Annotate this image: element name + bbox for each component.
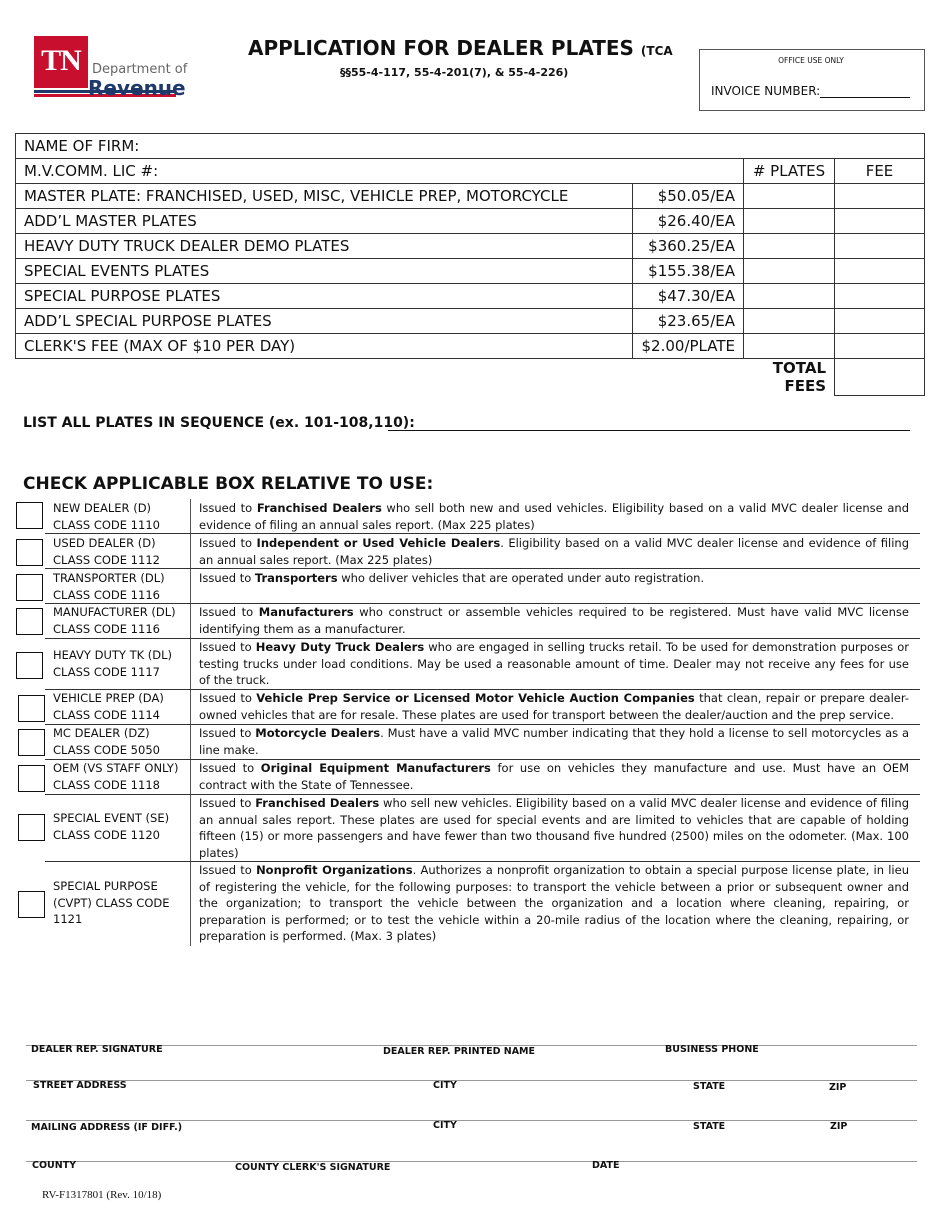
logo-dept-name: Revenue [88,76,186,100]
use-label: HEAVY DUTY TK (DL) CLASS CODE 1117 [53,648,173,679]
page-title [248,36,673,60]
fee-row [16,284,925,309]
total-fees-label: TOTAL FEES [744,359,835,396]
business-phone-label: BUSINESS PHONE [665,1044,759,1055]
firm-name-field[interactable]: NAME OF FIRM: [16,134,925,159]
fee-rate: $155.38/EA [633,259,744,284]
mailing-state-label: STATE [693,1121,726,1132]
checkbox-new-dealer[interactable] [16,502,43,529]
total-row [16,359,925,396]
printed-name-label: DEALER REP. PRINTED NAME [383,1046,536,1057]
checkbox-vehicle-prep[interactable] [18,695,45,722]
fee-amount-cell[interactable] [835,184,925,209]
plates-count-cell[interactable] [744,234,835,259]
fee-rate: $50.05/EA [633,184,744,209]
use-row-mc-dealer [0,725,950,759]
county-line[interactable] [26,1161,917,1162]
street-address-label: STREET ADDRESS [33,1080,127,1091]
checkbox-mc-dealer[interactable] [18,729,45,756]
use-description: Issued to Independent or Used Vehicle Dealers. Eligibility based on a valid MVC dealer license and evidence of filing an annual sales report. (Max 225 plates) [199,536,909,567]
form-number: RV-F1317801 (Rev. 10/18) [42,1189,162,1201]
use-row-special-purpose [0,862,950,946]
checkbox-used-dealer[interactable] [16,539,43,566]
use-label: MC DEALER (DZ) CLASS CODE 5050 [53,726,160,757]
use-description: Issued to Transporters who deliver vehicles that are operated under auto registration. [199,571,705,585]
use-label: USED DEALER (D) CLASS CODE 1112 [53,536,160,567]
use-label: MANUFACTURER (DL) CLASS CODE 1116 [53,605,176,636]
fee-table [15,133,925,396]
plates-count-cell[interactable] [744,184,835,209]
fee-row [16,259,925,284]
fee-amount-cell[interactable] [835,234,925,259]
firm-row [16,134,925,159]
use-label: TRANSPORTER (DL) CLASS CODE 1116 [53,571,165,602]
use-description: Issued to Vehicle Prep Service or Licensed Motor Vehicle Auction Companies that clean, repair or prepare dealer-owned vehicles that are for resale. These plates are used for transport between the dealer/auction and the prep service. [199,691,909,722]
plates-count-cell[interactable] [744,284,835,309]
use-label: SPECIAL EVENT (SE) CLASS CODE 1120 [53,811,170,842]
check-heading: CHECK APPLICABLE BOX RELATIVE TO USE: [23,474,434,494]
sequence-field[interactable] [388,430,910,431]
plates-count-cell[interactable] [744,309,835,334]
checkbox-heavy-duty[interactable] [16,652,43,679]
use-label: SPECIAL PURPOSE (CVPT) CLASS CODE 1121 [53,879,170,927]
fee-row [16,309,925,334]
use-row-vehicle-prep [0,690,950,724]
page-subtitle: §§55-4-117, 55-4-201(7), & 55-4-226) [340,66,569,79]
title-main: APPLICATION FOR DEALER PLATES [248,36,634,60]
fee-row [16,234,925,259]
fee-row [16,209,925,234]
date-label: DATE [592,1160,620,1171]
invoice-label: INVOICE NUMBER: [711,84,821,98]
use-label: VEHICLE PREP (DA) CLASS CODE 1114 [53,691,164,722]
fee-rate: $360.25/EA [633,234,744,259]
plates-count-cell[interactable] [744,209,835,234]
fee-item: HEAVY DUTY TRUCK DEALER DEMO PLATES [16,234,633,259]
fee-amount-cell[interactable] [835,209,925,234]
clerk-signature-label: COUNTY CLERK'S SIGNATURE [235,1162,391,1173]
use-row-transporter [0,569,950,603]
total-spacer [633,359,744,396]
total-spacer [16,359,633,396]
use-description: Issued to Heavy Duty Truck Dealers who are engaged in selling trucks retail. To be used for demonstration purposes or testing trucks under load conditions. May be used a reasonable amount of time. Dealer may not receive any fees for use of the truck. [199,640,909,688]
use-label: NEW DEALER (D) CLASS CODE 1110 [53,501,160,532]
plates-header: # PLATES [744,159,835,184]
use-description: Issued to Manufacturers who construct or assemble vehicles required to be registered. Must have valid MVC license identifying them as a manufacturer. [199,605,909,636]
fee-rate: $26.40/EA [633,209,744,234]
mailing-zip-label: ZIP [830,1121,848,1132]
fee-rate: $23.65/EA [633,309,744,334]
use-label: OEM (VS STAFF ONLY) CLASS CODE 1118 [53,761,179,792]
checkbox-manufacturer[interactable] [16,608,43,635]
fee-rate: $2.00/PLATE [633,334,744,359]
title-suffix: (TCA [640,44,673,58]
mailing-address-line[interactable] [26,1120,917,1121]
city-label: CITY [433,1080,457,1091]
office-use-label: OFFICE USE ONLY [778,56,844,65]
fee-item: MASTER PLATE: FRANCHISED, USED, MISC, VEHICLE PREP, MOTORCYCLE [16,184,633,209]
checkbox-special-purpose[interactable] [18,891,45,918]
fee-header: FEE [835,159,925,184]
zip-label: ZIP [829,1082,847,1093]
use-row-used-dealer [0,534,950,568]
fee-row [16,184,925,209]
fee-amount-cell[interactable] [835,284,925,309]
use-row-special-event [0,795,950,861]
fee-item: CLERK'S FEE (MAX OF $10 PER DAY) [16,334,633,359]
tn-logo-text: TN [41,44,81,77]
street-address-line[interactable] [26,1080,917,1081]
plates-count-cell[interactable] [744,334,835,359]
fee-rate: $47.30/EA [633,284,744,309]
license-field[interactable]: M.V.COMM. LIC #: [16,159,744,184]
fee-amount-cell[interactable] [835,334,925,359]
sequence-label: LIST ALL PLATES IN SEQUENCE (ex. 101-108,110): [23,415,415,431]
fee-row [16,334,925,359]
use-row-oem [0,760,950,794]
dealer-signature-label: DEALER REP. SIGNATURE [31,1044,163,1055]
county-label: COUNTY [32,1160,77,1171]
use-description: Issued to Franchised Dealers who sell new vehicles. Eligibility based on a valid MVC dealer license and evidence of filing an annual sales report. These plates are used for special events and are limited to vehicles that are capable of holding fifteen (15) or more passengers and have fewer than two thousand five hundred (2500) miles on the odometer. (Max. 100 plates) [199,796,909,860]
use-description: Issued to Nonprofit Organizations. Authorizes a nonprofit organization to obtain a special purpose license plate, in lieu of registering the vehicle, for the following purposes: to transport the vehicle between a prior or subsequent owner and the organization; to transport the vehicle between the organization and a location where cleaning, repairing, or preparation is performed; or to test the vehicle within a 20-mile radius of the location where the cleaning, repairing, or preparation is performed. (Max. 3 plates) [199,863,909,944]
fee-amount-cell[interactable] [835,259,925,284]
license-row [16,159,925,184]
plates-count-cell[interactable] [744,259,835,284]
fee-item: SPECIAL PURPOSE PLATES [16,284,633,309]
checkbox-special-event[interactable] [18,814,45,841]
logo-dept-line: Department of [92,62,188,77]
total-fees-cell[interactable] [835,359,925,396]
fee-item: ADD’L SPECIAL PURPOSE PLATES [16,309,633,334]
state-label: STATE [693,1081,726,1092]
use-row-manufacturer [0,604,950,638]
fee-amount-cell[interactable] [835,309,925,334]
fee-item: ADD’L MASTER PLATES [16,209,633,234]
use-description: Issued to Original Equipment Manufacturers for use on vehicles they manufacture and use. Must have an OEM contract with the State of Tennessee. [199,761,909,792]
checkbox-transporter[interactable] [16,574,43,601]
invoice-number-field[interactable] [820,97,910,98]
use-row-new-dealer [0,499,950,533]
use-description: Issued to Franchised Dealers who sell both new and used vehicles. Eligibility based on a valid MVC dealer license and evidence of filing an annual sales report. (Max 225 plates) [199,501,909,532]
checkbox-oem[interactable] [18,765,45,792]
mailing-address-label: MAILING ADDRESS (IF DIFF.) [31,1122,183,1133]
use-row-heavy-duty [0,639,950,689]
use-description: Issued to Motorcycle Dealers. Must have a valid MVC number indicating that they hold a license to sell motorcycles as a line make. [199,726,909,757]
fee-item: SPECIAL EVENTS PLATES [16,259,633,284]
mailing-city-label: CITY [433,1120,457,1131]
